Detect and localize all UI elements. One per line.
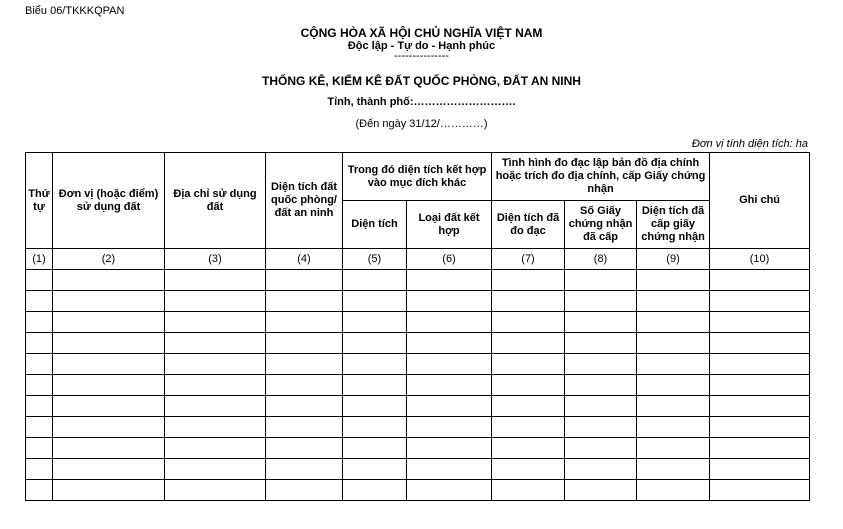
table-row [26,354,810,375]
table-cell[interactable] [637,396,710,417]
table-cell[interactable] [165,375,266,396]
table-cell[interactable] [26,459,53,480]
table-cell[interactable] [492,333,565,354]
province-line: Tỉnh, thành phố:………………………. [327,96,516,108]
table-row [26,270,810,291]
table-cell[interactable] [343,480,407,501]
header-unit: Đơn vị (hoặc điểm) sử dụng đất [53,153,165,249]
header-group-combined: Trong đó diện tích kết hợp vào mục đích khác [343,153,492,201]
table-cell[interactable] [165,417,266,438]
table-cell[interactable] [637,459,710,480]
table-row [26,291,810,312]
table-cell[interactable] [26,438,53,459]
table-cell[interactable] [407,375,492,396]
table-cell[interactable] [53,438,165,459]
table-cell[interactable] [343,312,407,333]
header-surveyed-area: Diện tích đã đo đạc [492,201,565,249]
table-cell[interactable] [266,480,343,501]
table-cell[interactable] [565,291,637,312]
table-cell[interactable] [53,291,165,312]
table-cell[interactable] [343,270,407,291]
table-cell[interactable] [26,354,53,375]
table-cell[interactable] [492,438,565,459]
table-cell[interactable] [637,438,710,459]
table-cell[interactable] [710,291,810,312]
table-cell[interactable] [710,459,810,480]
table-cell[interactable] [53,270,165,291]
table-cell[interactable] [26,291,53,312]
table-cell[interactable] [343,354,407,375]
table-cell[interactable] [266,375,343,396]
table-cell[interactable] [637,270,710,291]
unit-note: Đơn vị tính diện tích: ha [691,138,808,150]
table-cell[interactable] [565,459,637,480]
table-row [26,438,810,459]
table-cell[interactable] [492,417,565,438]
table-cell[interactable] [266,354,343,375]
table-cell[interactable] [165,312,266,333]
table-cell[interactable] [407,354,492,375]
index-cell: (8) [565,249,637,270]
header-area: Diện tích đất quốc phòng/ đất an ninh [266,153,343,249]
table-cell[interactable] [492,480,565,501]
table-row [26,480,810,501]
table-cell[interactable] [710,396,810,417]
table-row [26,459,810,480]
header-combined-area: Diện tích [343,201,407,249]
table-cell[interactable] [407,396,492,417]
separator: --------------- [394,50,449,62]
table-cell[interactable] [492,459,565,480]
table-cell[interactable] [637,312,710,333]
index-cell: (10) [710,249,810,270]
table-cell[interactable] [492,396,565,417]
index-cell: (4) [266,249,343,270]
table-cell[interactable] [565,333,637,354]
table-cell[interactable] [165,333,266,354]
table-cell[interactable] [26,417,53,438]
table-cell[interactable] [565,396,637,417]
table-cell[interactable] [407,333,492,354]
header-address: Địa chỉ sử dụng đất [165,153,266,249]
table-cell[interactable] [710,354,810,375]
table-cell[interactable] [165,438,266,459]
date-line: (Đến ngày 31/12/…………) [355,118,488,130]
table-cell[interactable] [266,312,343,333]
table-cell[interactable] [710,480,810,501]
form-code: Biểu 06/TKKKQPAN [25,5,125,17]
table-cell[interactable] [53,480,165,501]
header-notes: Ghi chú [710,153,810,249]
table-cell[interactable] [710,438,810,459]
table-cell[interactable] [637,333,710,354]
table-cell[interactable] [53,375,165,396]
table-cell[interactable] [710,333,810,354]
table-cell[interactable] [407,459,492,480]
table-cell[interactable] [343,375,407,396]
table-cell[interactable] [637,480,710,501]
table-cell[interactable] [407,312,492,333]
table-row [26,312,810,333]
table-cell[interactable] [165,459,266,480]
table-cell[interactable] [165,354,266,375]
table-cell[interactable] [266,417,343,438]
table-cell[interactable] [637,354,710,375]
table-cell[interactable] [565,312,637,333]
table-cell[interactable] [492,270,565,291]
table-cell[interactable] [343,438,407,459]
table-cell[interactable] [26,480,53,501]
table-cell[interactable] [53,354,165,375]
index-cell: (1) [26,249,53,270]
table-cell[interactable] [565,354,637,375]
table-cell[interactable] [53,459,165,480]
index-cell: (3) [165,249,266,270]
table-cell[interactable] [637,417,710,438]
header-group-survey: Tình hình đo đạc lập bản đồ địa chính hoặc trích đo địa chính, cấp Giấy chứng nhận [492,153,710,201]
table-cell[interactable] [266,438,343,459]
table-cell[interactable] [266,291,343,312]
table-cell[interactable] [343,459,407,480]
table-cell[interactable] [165,396,266,417]
table-cell[interactable] [637,291,710,312]
table-row [26,375,810,396]
table-cell[interactable] [266,270,343,291]
index-cell: (2) [53,249,165,270]
index-cell: (9) [637,249,710,270]
table-cell[interactable] [343,417,407,438]
statistics-table [25,152,810,501]
table-cell[interactable] [565,438,637,459]
table-cell[interactable] [26,312,53,333]
table-row [26,333,810,354]
table-cell[interactable] [26,375,53,396]
table-cell[interactable] [53,417,165,438]
table-cell[interactable] [343,291,407,312]
table-cell[interactable] [710,417,810,438]
index-cell: (7) [492,249,565,270]
motto: Độc lập - Tự do - Hạnh phúc [347,40,496,52]
table-cell[interactable] [26,333,53,354]
table-cell[interactable] [53,333,165,354]
table-cell[interactable] [710,375,810,396]
table-cell[interactable] [492,312,565,333]
document-title: THỐNG KÊ, KIỂM KÊ ĐẤT QUỐC PHÒNG, ĐẤT AN NINH [262,74,581,88]
table-cell[interactable] [266,333,343,354]
header-certificates: Số Giấy chứng nhận đã cấp [565,201,637,249]
header-combined-type: Loại đất kết hợp [407,201,492,249]
table-cell[interactable] [407,270,492,291]
table-cell[interactable] [565,270,637,291]
table-cell[interactable] [165,480,266,501]
table-cell[interactable] [565,480,637,501]
header-order: Thứ tự [26,153,53,249]
table-cell[interactable] [53,312,165,333]
table-cell[interactable] [565,375,637,396]
table-cell[interactable] [407,291,492,312]
index-cell: (5) [343,249,407,270]
table-cell[interactable] [407,438,492,459]
table-cell[interactable] [407,417,492,438]
table-cell[interactable] [266,396,343,417]
table-cell[interactable] [492,354,565,375]
nation-name: CỘNG HÒA XÃ HỘI CHỦ NGHĨA VIỆT NAM [300,26,543,40]
table-cell[interactable] [26,270,53,291]
table-row [26,417,810,438]
table-cell[interactable] [343,396,407,417]
index-row [26,249,810,270]
table-cell[interactable] [637,375,710,396]
table-cell[interactable] [53,396,165,417]
table-cell[interactable] [343,333,407,354]
table-cell[interactable] [710,270,810,291]
index-cell: (6) [407,249,492,270]
header-certified-area: Diện tích đã cấp giấy chứng nhận [637,201,710,249]
table-cell[interactable] [407,480,492,501]
table-cell[interactable] [26,396,53,417]
table-cell[interactable] [565,417,637,438]
table-cell[interactable] [492,375,565,396]
table-cell[interactable] [710,312,810,333]
table-cell[interactable] [165,291,266,312]
table-cell[interactable] [492,291,565,312]
table-row [26,396,810,417]
table-cell[interactable] [266,459,343,480]
table-cell[interactable] [165,270,266,291]
